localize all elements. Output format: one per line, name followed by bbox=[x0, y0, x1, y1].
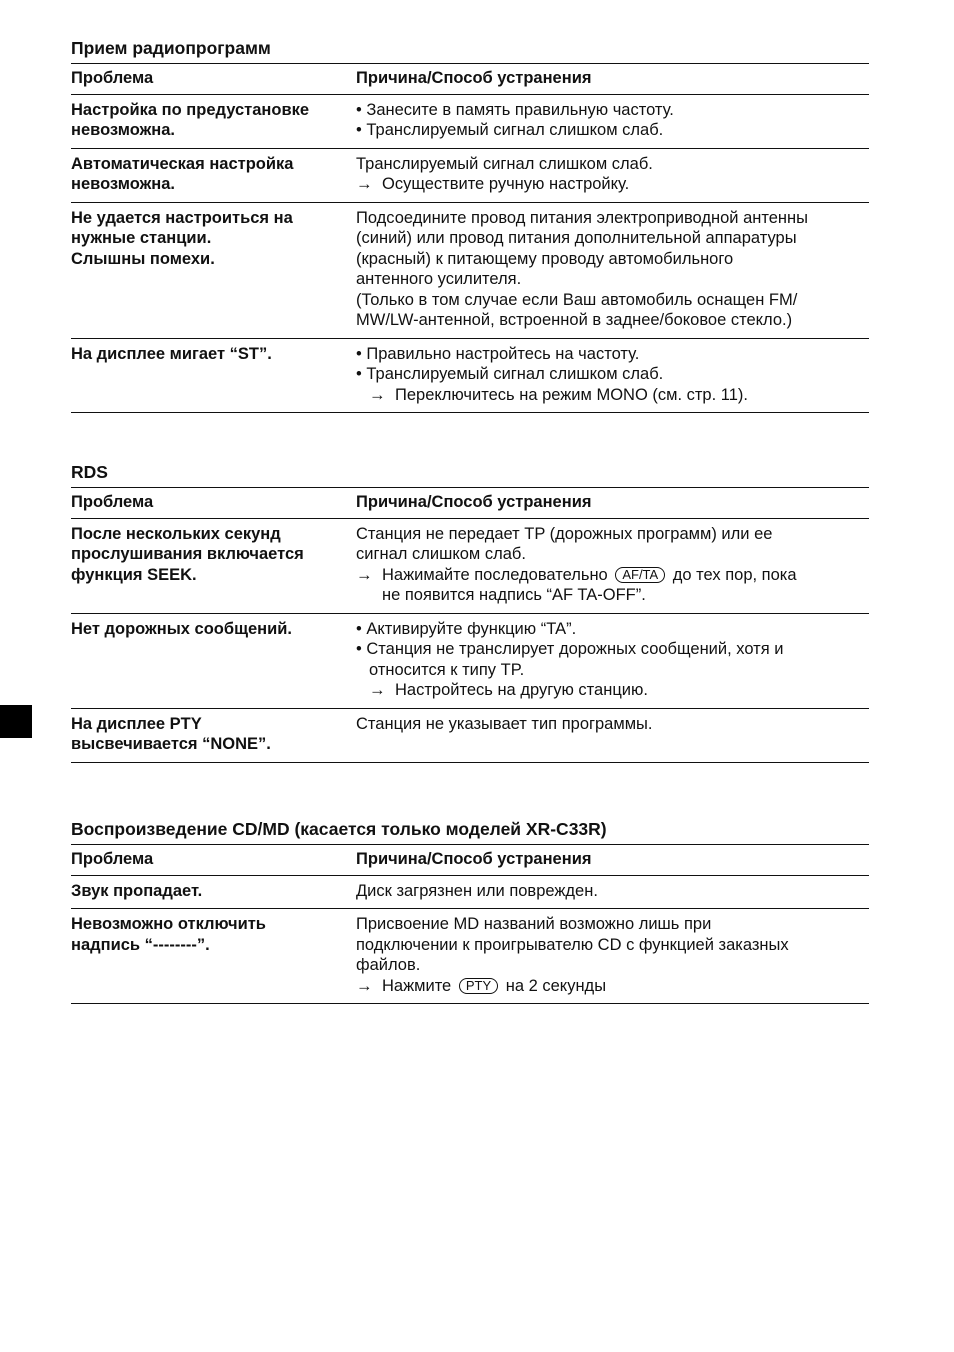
cause-cell bbox=[356, 875, 869, 909]
side-tab-marker bbox=[0, 705, 32, 738]
cause-text: Транслируемый сигнал слишком слаб. bbox=[356, 154, 653, 173]
problem-cell bbox=[71, 148, 356, 202]
cause-text: Присвоение MD названий возможно лишь при bbox=[356, 915, 712, 933]
remedy-continuation: не появится надпись “AF TA-OFF”. bbox=[382, 586, 646, 604]
table-row bbox=[71, 875, 869, 909]
problem-cell bbox=[71, 909, 356, 1004]
remedy-line: → Осуществите ручную настройку. bbox=[356, 175, 630, 193]
bullet-continuation: относится к типу TP. bbox=[369, 660, 525, 679]
cause-text: Станция не указывает тип программы. bbox=[356, 714, 653, 733]
problem-cell bbox=[71, 338, 356, 413]
radio-section bbox=[71, 37, 869, 413]
problem-text: высвечивается “NONE”. bbox=[71, 735, 271, 753]
cd-md-section bbox=[71, 818, 869, 1004]
bullet-item: • Транслируемый сигнал слишком слаб. bbox=[356, 121, 664, 139]
bullet-item: • Занесите в память правильную частоту. bbox=[356, 100, 674, 119]
header-cause: Причина/Способ устранения bbox=[356, 493, 592, 511]
table-row bbox=[71, 338, 869, 413]
cause-text: Диск загрязнен или поврежден. bbox=[356, 881, 598, 900]
arrow-right-icon: → bbox=[356, 976, 373, 995]
cause-cell bbox=[356, 94, 869, 148]
cause-text: антенного усилителя. bbox=[356, 270, 522, 288]
header-cause: Причина/Способ устранения bbox=[356, 69, 592, 87]
remedy-line: → Переключитесь на режим MONO (см. стр. 11). bbox=[369, 385, 748, 404]
arrow-right-icon: → bbox=[369, 385, 386, 404]
section-title-radio: Прием радиопрограмм bbox=[71, 38, 271, 58]
arrow-right-icon: → bbox=[356, 565, 373, 584]
table-header-row bbox=[71, 488, 869, 519]
cause-cell bbox=[356, 708, 869, 762]
problem-cell bbox=[71, 94, 356, 148]
problem-text: прослушивания включается bbox=[71, 545, 304, 563]
problem-text: надпись “--------”. bbox=[71, 935, 210, 954]
cause-cell bbox=[356, 148, 869, 202]
pty-key-label: PTY bbox=[459, 978, 498, 994]
cause-text: (синий) или провод питания дополнительной аппаратуры bbox=[356, 229, 797, 247]
problem-text: функция SEEK. bbox=[71, 565, 197, 584]
header-problem: Проблема bbox=[71, 850, 154, 868]
rds-table bbox=[71, 487, 869, 763]
radio-table bbox=[71, 63, 869, 413]
problem-text: На дисплее мигает “ST”. bbox=[71, 344, 272, 363]
arrow-right-icon: → bbox=[369, 681, 386, 699]
header-cause: Причина/Способ устранения bbox=[356, 850, 592, 868]
cause-text: Станция не передает TP (дорожных программ) или ее bbox=[356, 524, 773, 543]
table-row bbox=[71, 202, 869, 338]
problem-cell bbox=[71, 875, 356, 909]
table-row bbox=[71, 909, 869, 1004]
problem-cell bbox=[71, 613, 356, 708]
cause-cell bbox=[356, 613, 869, 708]
cause-text: Подсоедините провод питания электроприводной антенны bbox=[356, 208, 809, 227]
problem-cell bbox=[71, 708, 356, 762]
table-header-row bbox=[71, 64, 869, 95]
bullet-item: • Транслируемый сигнал слишком слаб. bbox=[356, 365, 664, 383]
table-row bbox=[71, 708, 869, 762]
cd-md-table bbox=[71, 844, 869, 1004]
problem-cell bbox=[71, 202, 356, 338]
section-title-rds: RDS bbox=[71, 462, 108, 482]
problem-text: Автоматическая настройка bbox=[71, 154, 294, 173]
problem-text: невозможна. bbox=[71, 121, 175, 139]
table-row bbox=[71, 518, 869, 613]
table-row bbox=[71, 613, 869, 708]
cause-text: файлов. bbox=[356, 956, 421, 974]
af-ta-key-label: AF/TA bbox=[615, 567, 665, 583]
bullet-item: • Станция не транслирует дорожных сообщений, хотя и bbox=[356, 640, 784, 658]
problem-text: Нет дорожных сообщений. bbox=[71, 619, 293, 638]
arrow-right-icon: → bbox=[356, 175, 373, 193]
problem-text: Слышны помехи. bbox=[71, 249, 215, 268]
remedy-line: → Нажмите PTY на 2 секунды bbox=[356, 976, 607, 995]
cause-cell bbox=[356, 202, 869, 338]
cause-cell bbox=[356, 909, 869, 1004]
header-problem: Проблема bbox=[71, 493, 154, 511]
table-row bbox=[71, 148, 869, 202]
remedy-line: → Настройтесь на другую станцию. bbox=[369, 681, 648, 699]
cause-text: подключении к проигрывателю CD с функцией заказных bbox=[356, 935, 789, 954]
cause-text: (Только в том случае если Ваш автомобиль оснащен FM/ bbox=[356, 290, 798, 309]
header-problem: Проблема bbox=[71, 69, 154, 87]
problem-text: невозможна. bbox=[71, 175, 175, 193]
problem-cell bbox=[71, 518, 356, 613]
problem-text: После нескольких секунд bbox=[71, 524, 281, 543]
problem-text: На дисплее PTY bbox=[71, 714, 202, 733]
problem-text: нужные станции. bbox=[71, 229, 212, 247]
rds-section bbox=[71, 461, 869, 763]
problem-text: Звук пропадает. bbox=[71, 881, 203, 900]
problem-text: Настройка по предустановке bbox=[71, 100, 310, 119]
bullet-item: • Правильно настройтесь на частоту. bbox=[356, 344, 640, 363]
problem-text: Не удается настроиться на bbox=[71, 208, 293, 227]
cause-text: MW/LW-антенной, встроенной в заднее/боковое стекло.) bbox=[356, 311, 793, 329]
section-title-cd-md: Воспроизведение CD/MD (касается только моделей XR-C33R) bbox=[71, 819, 607, 839]
bullet-item: • Активируйте функцию “TA”. bbox=[356, 619, 577, 638]
cause-text: сигнал слишком слаб. bbox=[356, 545, 526, 563]
table-row bbox=[71, 94, 869, 148]
cause-cell bbox=[356, 518, 869, 613]
problem-text: Невозможно отключить bbox=[71, 915, 266, 933]
table-header-row bbox=[71, 845, 869, 876]
remedy-line: → Нажимайте последовательно AF/TA до тех пор, пока bbox=[356, 565, 797, 584]
cause-cell bbox=[356, 338, 869, 413]
cause-text: (красный) к питающему проводу автомобильного bbox=[356, 249, 734, 268]
